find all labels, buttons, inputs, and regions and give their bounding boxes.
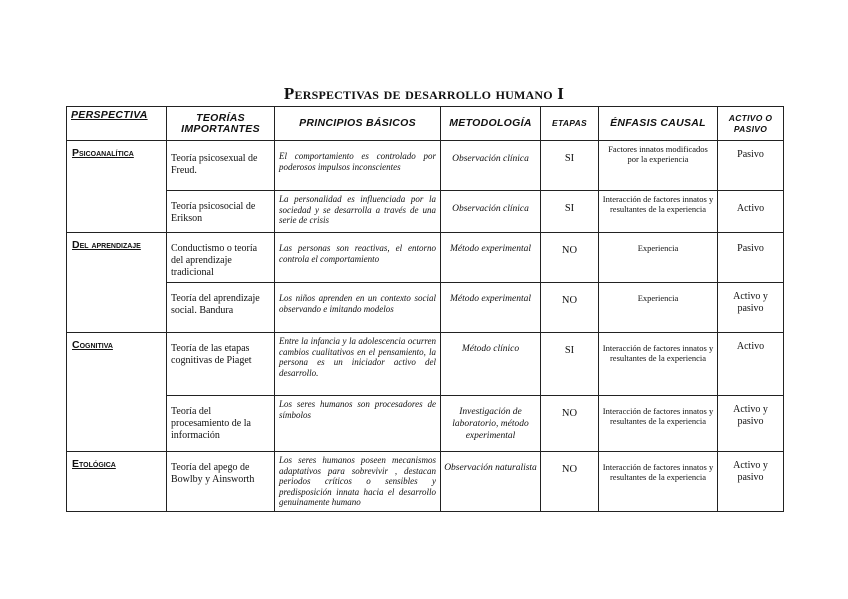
emphasis-cell: Interacción de factores innatos y resultantes de la experiencia [599, 191, 718, 233]
principle-cell: Los seres humanos son procesadores de símbolos [275, 396, 441, 452]
perspective-psicoanalitica: Psicoanalítica [67, 141, 167, 233]
method-cell: Método experimental [441, 283, 541, 333]
principle-cell: Los niños aprenden en un contexto social observando e imitando modelos [275, 283, 441, 333]
principle-cell: Entre la infancia y la adolescencia ocurren cambios cualitativos en el pensamiento, la persona es un iniciador activo del desarrollo. [275, 333, 441, 396]
stages-cell: NO [541, 283, 599, 333]
header-row [67, 107, 784, 141]
stages-cell: SI [541, 191, 599, 233]
active-cell: Activo [718, 333, 784, 396]
table-row [67, 396, 784, 452]
active-cell: Activo y pasivo [718, 396, 784, 452]
theory-cell: Teoría psicosocial de Erikson [167, 191, 275, 233]
theory-cell: Conductismo o teoría del aprendizaje tradicional [167, 233, 275, 283]
principle-cell: La personalidad es influenciada por la sociedad y se desarrolla a través de una serie de crisis [275, 191, 441, 233]
header-perspectiva: PERSPECTIVA [67, 107, 167, 141]
method-cell: Observación naturalista [441, 452, 541, 512]
table-row [67, 233, 784, 283]
page-title: Perspectivas de desarrollo humano I [283, 84, 565, 103]
method-cell: Observación clínica [441, 191, 541, 233]
method-cell: Método experimental [441, 233, 541, 283]
theory-cell: Teoría de las etapas cognitivas de Piaget [167, 333, 275, 396]
theory-cell: Teoría del procesamiento de la información [167, 396, 275, 452]
emphasis-cell: Interacción de factores innatos y resultantes de la experiencia [599, 396, 718, 452]
header-principios: PRINCIPIOS BÁSICOS [275, 107, 441, 141]
emphasis-cell: Interacción de factores innatos y resultantes de la experiencia [599, 452, 718, 512]
table-row [67, 141, 784, 191]
method-cell: Método clínico [441, 333, 541, 396]
emphasis-cell: Experiencia [599, 283, 718, 333]
stages-cell: SI [541, 141, 599, 191]
active-cell: Pasivo [718, 141, 784, 191]
theory-cell: Teoría psicosexual de Freud. [167, 141, 275, 191]
table-row [67, 333, 784, 396]
perspective-etologica: Etológica [67, 452, 167, 512]
active-cell: Activo y pasivo [718, 452, 784, 512]
emphasis-cell: Interacción de factores innatos y resultantes de la experiencia [599, 333, 718, 396]
principle-cell: Las personas son reactivas, el entorno controla el comportamiento [275, 233, 441, 283]
method-cell: Observación clínica [441, 141, 541, 191]
perspectives-table [66, 106, 784, 512]
stages-cell: NO [541, 452, 599, 512]
theory-cell: Teoría del aprendizaje social. Bandura [167, 283, 275, 333]
perspective-aprendizaje: Del aprendizaje [67, 233, 167, 333]
header-teorias: TEORÍAS IMPORTANTES [167, 107, 275, 141]
principle-cell: El comportamiento es controlado por poderosos impulsos inconscientes [275, 141, 441, 191]
active-cell: Activo y pasivo [718, 283, 784, 333]
principle-cell: Los seres humanos poseen mecanismos adaptativos para sobrevivir , destacan periodos críticos o sensibles y predisposición innata hacia el desarrollo genuinamente humano [275, 452, 441, 512]
active-cell: Activo [718, 191, 784, 233]
theory-cell: Teoría del apego de Bowlby y Ainsworth [167, 452, 275, 512]
header-metodologia: METODOLOGÍA [441, 107, 541, 141]
stages-cell: NO [541, 396, 599, 452]
table-row [67, 283, 784, 333]
stages-cell: NO [541, 233, 599, 283]
method-cell: Investigación de laboratorio, método experimental [441, 396, 541, 452]
table-row [67, 191, 784, 233]
header-etapas: ETAPAS [541, 107, 599, 141]
perspective-cognitiva: Cognitiva [67, 333, 167, 452]
emphasis-cell: Experiencia [599, 233, 718, 283]
header-enfasis: ÉNFASIS CAUSAL [599, 107, 718, 141]
table-row [67, 452, 784, 512]
header-activo: ACTIVO O PASIVO [718, 107, 784, 141]
emphasis-cell: Factores innatos modificados por la experiencia [599, 141, 718, 191]
stages-cell: SI [541, 333, 599, 396]
active-cell: Pasivo [718, 233, 784, 283]
